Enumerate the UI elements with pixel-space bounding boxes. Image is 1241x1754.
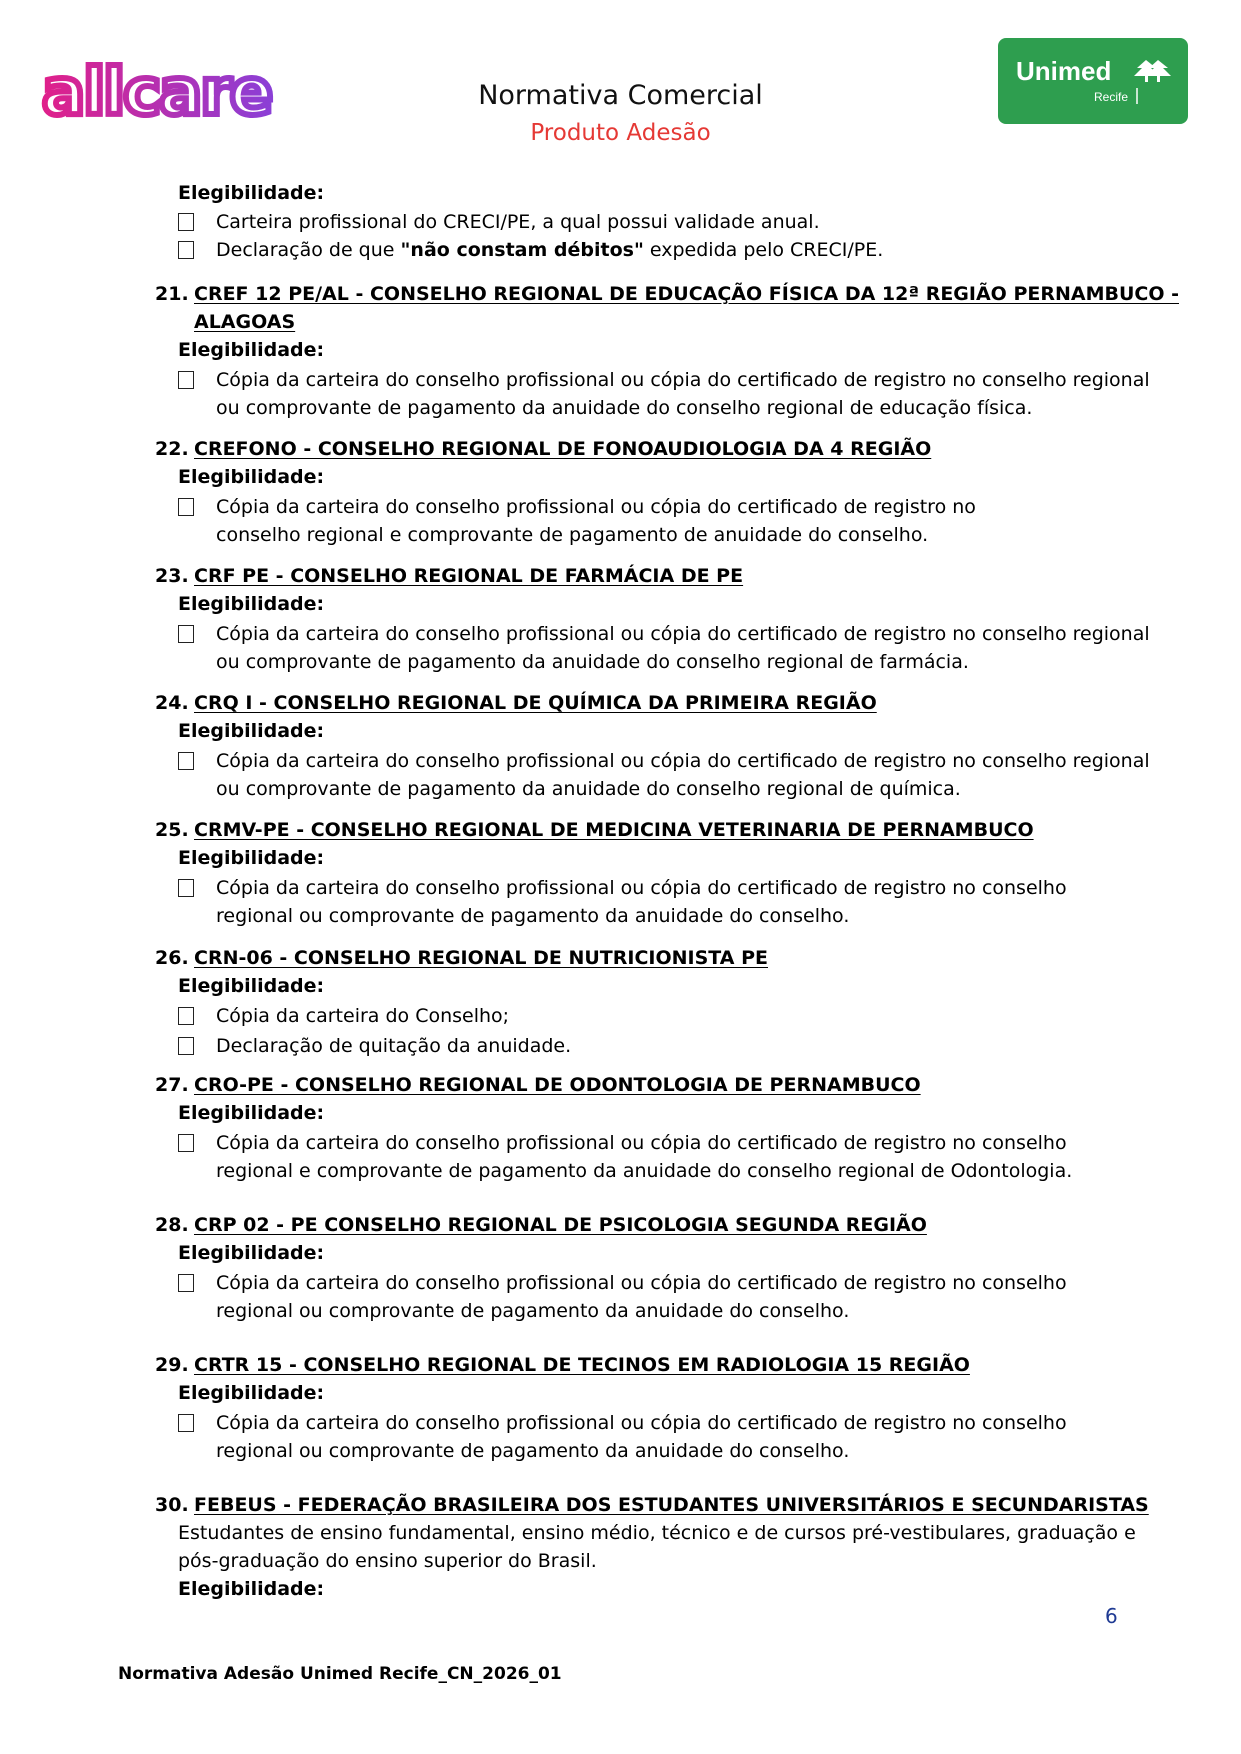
missing-glyph-bullet-icon [178, 1134, 194, 1152]
section-title: CRO-PE - CONSELHO REGIONAL DE ODONTOLOGIA DE PERNAMBUCO [194, 1074, 921, 1096]
bullet-text: Cópia da carteira do Conselho; [216, 1005, 510, 1027]
missing-glyph-bullet-icon [178, 371, 194, 389]
section-title: CRMV-PE - CONSELHO REGIONAL DE MEDICINA VETERINARIA DE PERNAMBUCO [194, 819, 1034, 841]
bullet-text: regional ou comprovante de pagamento da anuidade do conselho. [216, 1440, 850, 1462]
missing-glyph-bullet-icon [178, 1007, 194, 1025]
svg-text:allcare: allcare [42, 56, 272, 128]
missing-glyph-bullet-icon [178, 1274, 194, 1292]
missing-glyph-bullet-icon [178, 241, 194, 259]
section-title: CRP 02 - PE CONSELHO REGIONAL DE PSICOLOGIA SEGUNDA REGIÃO [194, 1214, 927, 1236]
bullet-text: ou comprovante de pagamento da anuidade do conselho regional de farmácia. [216, 651, 969, 673]
eligibility-label: Elegibilidade: [178, 466, 325, 488]
svg-text:Unimed: Unimed [1016, 56, 1112, 86]
section-description: Estudantes de ensino fundamental, ensino médio, técnico e de cursos pré-vestibulares, graduação e [178, 1522, 1136, 1544]
bullet-text: Declaração de quitação da anuidade. [216, 1035, 572, 1057]
section-number: 30. [155, 1494, 189, 1516]
bullet-text: regional ou comprovante de pagamento da anuidade do conselho. [216, 1300, 850, 1322]
section-number: 29. [155, 1354, 189, 1376]
section-title: CRTR 15 - CONSELHO REGIONAL DE TECINOS EM RADIOLOGIA 15 REGIÃO [194, 1354, 970, 1376]
missing-glyph-bullet-icon [178, 879, 194, 897]
missing-glyph-bullet-icon [178, 625, 194, 643]
svg-text:Recife: Recife [1094, 90, 1129, 104]
eligibility-label: Elegibilidade: [178, 1578, 325, 1600]
section-title: CREFONO - CONSELHO REGIONAL DE FONOAUDIOLOGIA DA 4 REGIÃO [194, 438, 932, 460]
section-number: 23. [155, 565, 189, 587]
page-number: 6 [1105, 1604, 1118, 1628]
page-header [0, 0, 1241, 160]
eligibility-label: Elegibilidade: [178, 847, 325, 869]
bullet-text: regional e comprovante de pagamento da anuidade do conselho regional de Odontologia. [216, 1160, 1073, 1182]
section-title: CREF 12 PE/AL - CONSELHO REGIONAL DE EDUCAÇÃO FÍSICA DA 12ª REGIÃO PERNAMBUCO - [194, 283, 1179, 305]
missing-glyph-bullet-icon [178, 1037, 194, 1055]
section-number: 25. [155, 819, 189, 841]
eligibility-label: Elegibilidade: [178, 720, 325, 742]
eligibility-label: Elegibilidade: [178, 975, 325, 997]
section-title: FEBEUS - FEDERAÇÃO BRASILEIRA DOS ESTUDANTES UNIVERSITÁRIOS E SECUNDARISTAS [194, 1494, 1149, 1516]
section-number: 21. [155, 283, 189, 305]
eligibility-label: Elegibilidade: [178, 593, 325, 615]
section-number: 22. [155, 438, 189, 460]
bullet-text: Carteira profissional do CRECI/PE, a qual possui validade anual. [216, 211, 820, 233]
bullet-text: Cópia da carteira do conselho profissional ou cópia do certificado de registro no [216, 496, 976, 518]
bullet-text: Cópia da carteira do conselho profissional ou cópia do certificado de registro no conselho [216, 1132, 1067, 1154]
bullet-text: regional ou comprovante de pagamento da anuidade do conselho. [216, 905, 850, 927]
bullet-text: Declaração de que "não constam débitos" expedida pelo CRECI/PE. [216, 239, 884, 261]
bullet-text: Cópia da carteira do conselho profissional ou cópia do certificado de registro no conselho regional [216, 369, 1150, 391]
eligibility-label: Elegibilidade: [178, 339, 325, 361]
document-title: Normativa Comercial [478, 80, 763, 111]
section-title: CRF PE - CONSELHO REGIONAL DE FARMÁCIA DE PE [194, 565, 744, 587]
missing-glyph-bullet-icon [178, 1414, 194, 1432]
section-description: pós-graduação do ensino superior do Brasil. [178, 1550, 597, 1572]
missing-glyph-bullet-icon [178, 213, 194, 231]
bullet-text: Cópia da carteira do conselho profissional ou cópia do certificado de registro no conselho [216, 877, 1067, 899]
document-subtitle: Produto Adesão [530, 120, 711, 146]
bullet-text: Cópia da carteira do conselho profissional ou cópia do certificado de registro no conselho regional [216, 750, 1150, 772]
section-number: 27. [155, 1074, 189, 1096]
bullet-text: Cópia da carteira do conselho profissional ou cópia do certificado de registro no conselho regional [216, 623, 1150, 645]
missing-glyph-bullet-icon [178, 752, 194, 770]
eligibility-label: Elegibilidade: [178, 182, 325, 204]
bullet-text: Cópia da carteira do conselho profissional ou cópia do certificado de registro no conselho [216, 1272, 1067, 1294]
section-title: CRN-06 - CONSELHO REGIONAL DE NUTRICIONISTA PE [194, 947, 768, 969]
bullet-text: ou comprovante de pagamento da anuidade do conselho regional de educação física. [216, 397, 1033, 419]
eligibility-label: Elegibilidade: [178, 1242, 325, 1264]
section-number: 24. [155, 692, 189, 714]
bullet-text: Cópia da carteira do conselho profissional ou cópia do certificado de registro no conselho [216, 1412, 1067, 1434]
bullet-text: ou comprovante de pagamento da anuidade do conselho regional de química. [216, 778, 961, 800]
eligibility-label: Elegibilidade: [178, 1382, 325, 1404]
footer-text: Normativa Adesão Unimed Recife_CN_2026_01 [118, 1664, 562, 1684]
section-number: 26. [155, 947, 189, 969]
section-number: 28. [155, 1214, 189, 1236]
eligibility-label: Elegibilidade: [178, 1102, 325, 1124]
missing-glyph-bullet-icon [178, 498, 194, 516]
bullet-text: conselho regional e comprovante de pagamento de anuidade do conselho. [216, 524, 929, 546]
section-title: CRQ I - CONSELHO REGIONAL DE QUÍMICA DA PRIMEIRA REGIÃO [194, 692, 877, 714]
section-title: ALAGOAS [194, 311, 296, 333]
